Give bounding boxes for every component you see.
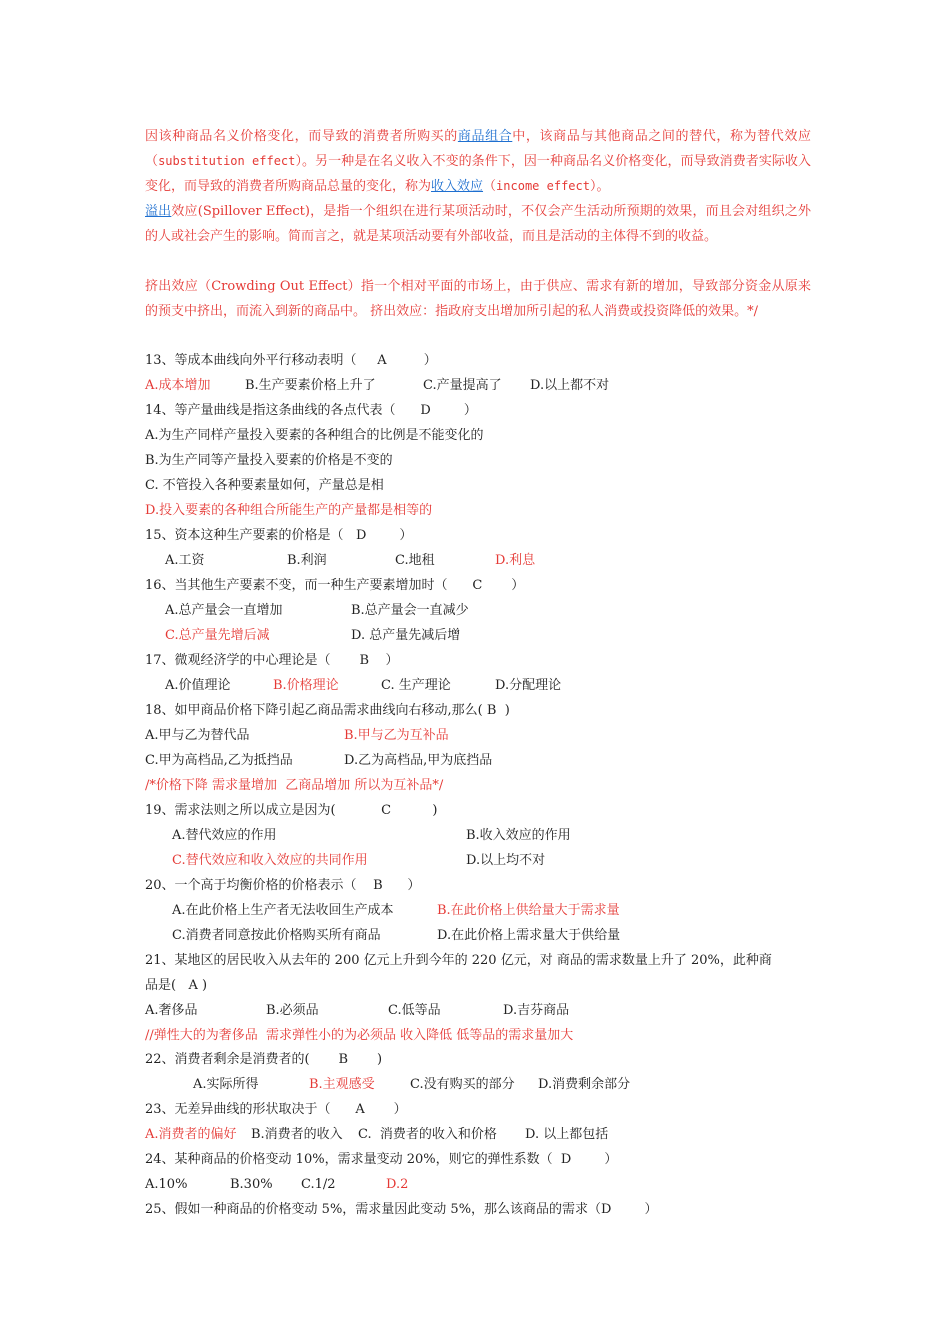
question-20-option-d: D.在此价格上需求量大于供给量 xyxy=(437,928,621,943)
question-23-option-b: B.消费者的收入 xyxy=(251,1127,343,1142)
question-22-option-a: A.实际所得 xyxy=(193,1077,259,1092)
question-13-stem: 13、等成本曲线向外平行移动表明（ A ） xyxy=(145,353,437,368)
question-17-option-c: C. 生产理论 xyxy=(381,678,451,693)
question-21-stem: 21、某地区的居民收入从去年的 200 亿元上升到今年的 220 亿元，对 商品的需求数量上升了 20%，此种商 xyxy=(145,953,772,968)
question-24-option-b: B.30% xyxy=(230,1177,273,1192)
question-19-option-a: A.替代效应的作用 xyxy=(172,828,277,843)
question-16-option-d: D. 总产量先减后增 xyxy=(351,628,461,643)
link-spillover[interactable]: 溢出 xyxy=(145,204,172,219)
question-21-stem-continued: 品是( A ) xyxy=(145,978,208,993)
question-15-option-a: A.工资 xyxy=(165,553,205,568)
question-14-option-b: B.为生产同等产量投入要素的价格是不变的 xyxy=(145,453,393,468)
question-24-option-d: D.2 xyxy=(386,1177,409,1192)
link-income-effect[interactable]: 收入效应 xyxy=(431,179,484,194)
question-16-option-a: A.总产量会一直增加 xyxy=(165,603,283,618)
question-13-option-d: D.以上都不对 xyxy=(530,378,610,393)
question-13-option-a: A.成本增加 xyxy=(145,378,211,393)
question-22-option-b: B.主观感受 xyxy=(309,1077,375,1092)
intro-text: ）。另一种是在名义收入不变的条件下，因一种商品名义价格变化，而导致消费者实际收入变化，而导致的消费者所购商品总量的变化，称为 xyxy=(145,154,811,194)
question-14-option-d: D.投入要素的各种组合所能生产的产量都是相等的 xyxy=(145,503,433,518)
intro-text: （ xyxy=(483,179,497,194)
question-15-stem: 15、资本这种生产要素的价格是（ D ） xyxy=(145,528,413,543)
question-20-stem: 20、一个高于均衡价格的价格表示（ B ） xyxy=(145,878,421,893)
question-13-option-c: C.产量提高了 xyxy=(423,378,502,393)
question-18-option-a: A.甲与乙为替代品 xyxy=(145,728,250,743)
question-19-option-d: D.以上均不对 xyxy=(466,853,546,868)
question-23-stem: 23、无差异曲线的形状取决于（ A ） xyxy=(145,1102,407,1117)
question-25-stem: 25、假如一种商品的价格变动 5%，需求量因此变动 5%，那么该商品的需求（D ） xyxy=(145,1202,658,1217)
question-16-stem: 16、当其他生产要素不变，而一种生产要素增加时（ C ） xyxy=(145,578,525,593)
intro-text: 挤出效应（Crowding Out Effect）指一个相对平面的市场上，由于供应、需求有新的增加，导致部分资金从原来的预支中挤出，而流入到新的商品中。 挤出效应：指政府支出增加所引起的私人消费或投资降低的效果。*/ xyxy=(145,279,811,319)
link-commodity-combination[interactable]: 商品组合 xyxy=(457,129,513,144)
question-18-option-c: C.甲为高档品,乙为抵挡品 xyxy=(145,753,293,768)
question-21-option-a: A.奢侈品 xyxy=(145,1003,198,1018)
question-22-stem: 22、消费者剩余是消费者的( B ) xyxy=(145,1052,383,1067)
question-19-option-c: C.替代效应和收入效应的共同作用 xyxy=(172,853,368,868)
question-21-option-b: B.必须品 xyxy=(266,1003,319,1018)
question-22-option-c: C.没有购买的部分 xyxy=(410,1077,515,1092)
question-20-option-c: C.消费者同意按此价格购买所有商品 xyxy=(172,928,381,943)
question-14-stem: 14、等产量曲线是指这条曲线的各点代表（ D ） xyxy=(145,403,477,418)
question-15-option-d: D.利息 xyxy=(495,553,536,568)
question-23-option-a: A.消费者的偏好 xyxy=(145,1127,237,1142)
question-13-option-b: B.生产要素价格上升了 xyxy=(245,378,376,393)
question-17-option-a: A.价值理论 xyxy=(165,678,231,693)
question-20-option-a: A.在此价格上生产者无法收回生产成本 xyxy=(172,903,394,918)
question-17-option-d: D.分配理论 xyxy=(495,678,562,693)
intro-text: 效应(Spillover Effect)，是指一个组织在进行某项活动时，不仅会产生活动所预期的效果，而且会对组织之外的人或社会产生的影响。简而言之，就是某项活动要有外部收益，而且是活动的主体得不到的收益。 xyxy=(145,204,811,244)
question-24-option-c: C.1/2 xyxy=(301,1177,336,1192)
intro-text: ）。 xyxy=(589,179,610,194)
question-16-option-b: B.总产量会一直减少 xyxy=(351,603,469,618)
question-17-option-b: B.价格理论 xyxy=(273,678,339,693)
question-19-option-b: B.收入效应的作用 xyxy=(466,828,571,843)
question-21-option-d: D.吉芬商品 xyxy=(503,1003,570,1018)
question-21-option-c: C.低等品 xyxy=(388,1003,441,1018)
intro-english-term: substitution effect xyxy=(158,154,296,168)
question-14-option-a: A.为生产同样产量投入要素的各种组合的比例是不能变化的 xyxy=(145,428,484,443)
question-15-option-c: C.地租 xyxy=(395,553,435,568)
question-24-stem: 24、某种商品的价格变动 10%，需求量变动 20%，则它的弹性系数（ D ） xyxy=(145,1152,618,1167)
question-18-option-d: D.乙为高档品,甲为底挡品 xyxy=(344,753,493,768)
intro-paragraph-substitution xyxy=(145,124,811,199)
question-23-option-d: D. 以上都包括 xyxy=(525,1127,609,1142)
question-21-note: //弹性大的为奢侈品 需求弹性小的为必须品 收入降低 低等品的需求量加大 xyxy=(145,1028,574,1043)
question-14-option-c: C. 不管投入各种要素量如何，产量总是相 xyxy=(145,478,384,493)
intro-text: 因该种商品名义价格变化，而导致的消费者所购买的 xyxy=(145,129,458,144)
question-23-option-c: C. 消费者的收入和价格 xyxy=(358,1127,497,1142)
question-17-stem: 17、微观经济学的中心理论是（ B ） xyxy=(145,653,399,668)
question-24-option-a: A.10% xyxy=(145,1177,188,1192)
intro-paragraph-crowding-out xyxy=(145,274,811,324)
question-18-option-b: B.甲与乙为互补品 xyxy=(344,728,449,743)
question-18-stem: 18、如甲商品价格下降引起乙商品需求曲线向右移动,那么( B ) xyxy=(145,703,510,718)
question-20-option-b: B.在此价格上供给量大于需求量 xyxy=(437,903,620,918)
question-22-option-d: D.消费剩余部分 xyxy=(538,1077,631,1092)
intro-english-term: income effect xyxy=(496,179,590,193)
question-18-note: /*价格下降 需求量增加 乙商品增加 所以为互补品*/ xyxy=(145,778,444,793)
question-16-option-c: C.总产量先增后减 xyxy=(165,628,270,643)
question-15-option-b: B.利润 xyxy=(287,553,327,568)
intro-paragraph-spillover xyxy=(145,199,811,249)
question-19-stem: 19、需求法则之所以成立是因为( C ) xyxy=(145,803,438,818)
intro-text: 中，该商品与其他商品之间的替代，称为替代效应（ xyxy=(145,129,811,169)
